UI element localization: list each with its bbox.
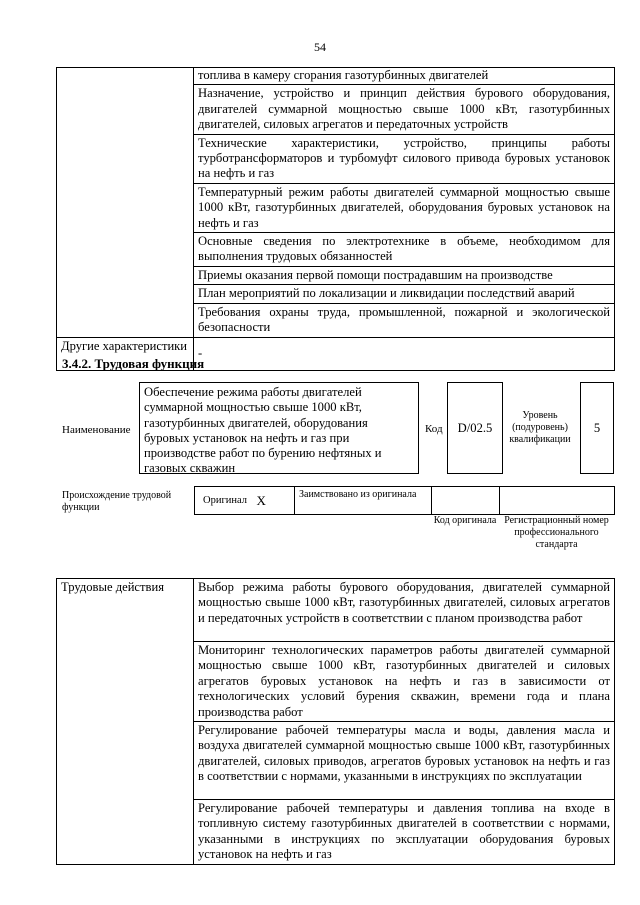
origin-label: Происхождение трудовой функции (62, 490, 172, 513)
action-row: Регулирование рабочей температуры масла и воды, давления масла и воздуха двигателей суммарной мощностью свыше 1000 кВт, газотурбинных двигателей, силовых приводов, агрегатов буровых установок на нефть и газ в соответствии с нормами, указанными в инструкциях по эксплуатации (194, 722, 615, 800)
function-name: Обеспечение режима работы двигателей суммарной мощностью свыше 1000 кВт, газотурбинных двигателей, оборудования буровых установок на нефть и газ при производстве работ по бурению нефтяных и газовых скважин (144, 385, 382, 476)
code-box (447, 382, 503, 474)
origin-table (194, 486, 615, 515)
original-label: Оригинал (195, 487, 253, 515)
level-box (580, 382, 614, 474)
code-label: Код (425, 423, 443, 435)
action-row: Регулирование рабочей температуры и давления топлива на входе в топливную систему газотурбинных двигателей в соответствии с нормами, указанными в инструкциях по эксплуатации оборудования буровых установок на нефть и газ (194, 800, 615, 865)
knowledge-label-cell (57, 68, 194, 338)
knowledge-row: топлива в камеру сгорания газотурбинных двигателей (194, 68, 615, 85)
knowledge-row: Назначение, устройство и принцип действия бурового оборудования, двигателей суммарной мощностью свыше 1000 кВт, газотурбинных двигателей, силовых агрегатов и передаточных устройств (194, 85, 615, 134)
actions-table (56, 578, 615, 865)
borrowed-label: Заимствовано из оригинала (295, 487, 432, 515)
knowledge-table (56, 67, 615, 371)
function-name-box (139, 382, 419, 474)
actions-label: Трудовые действия (57, 579, 194, 865)
knowledge-row: Приемы оказания первой помощи пострадавшим на производстве (194, 266, 615, 284)
knowledge-row: Технические характеристики, устройство, принципы работы турботрансформаторов и турбомуфт силового привода буровых установок на нефть и газ (194, 134, 615, 183)
other-characteristics-label: Другие характеристики (57, 337, 194, 370)
code-caption: Код оригинала (433, 515, 497, 526)
section-title: 3.4.2. Трудовая функция (62, 356, 205, 371)
original-mark: X (253, 487, 295, 515)
action-row: Мониторинг технологических параметров работы двигателей суммарной мощностью свыше 1000 кВт, газотурбинных двигателей и силовых агрегатов буровых установок на нефть и газ в зависимости от технологических условий бурения скважин, времени года и плана производства работ (194, 642, 615, 722)
registration-number-cell (500, 487, 615, 515)
knowledge-row: Основные сведения по электротехнике в объеме, необходимом для выполнения трудовых обязанностей (194, 233, 615, 267)
original-code-cell (432, 487, 500, 515)
level-value: 5 (593, 421, 601, 435)
knowledge-row: План мероприятий по локализации и ликвидации последствий аварий (194, 285, 615, 303)
code-value: D/02.5 (457, 421, 493, 435)
other-characteristics-value: - (194, 337, 615, 370)
registration-caption: Регистрационный номер профессионального стандарта (504, 515, 609, 550)
action-row: Выбор режима работы бурового оборудования, двигателей суммарной мощностью свыше 1000 кВт, газотурбинных двигателей, силовых агрегатов и передаточных устройств в соответствии с планом производства работ (194, 579, 615, 642)
page-number: 54 (314, 40, 326, 54)
knowledge-row: Температурный режим работы двигателей суммарной мощностью свыше 1000 кВт, газотурбинных двигателей, оборудования буровых установок на нефть и газ (194, 183, 615, 232)
knowledge-row: Требования охраны труда, промышленной, пожарной и экологической безопасности (194, 303, 615, 337)
name-label: Наименование (62, 424, 131, 436)
level-label: Уровень (подуровень) квалификации (509, 410, 571, 445)
